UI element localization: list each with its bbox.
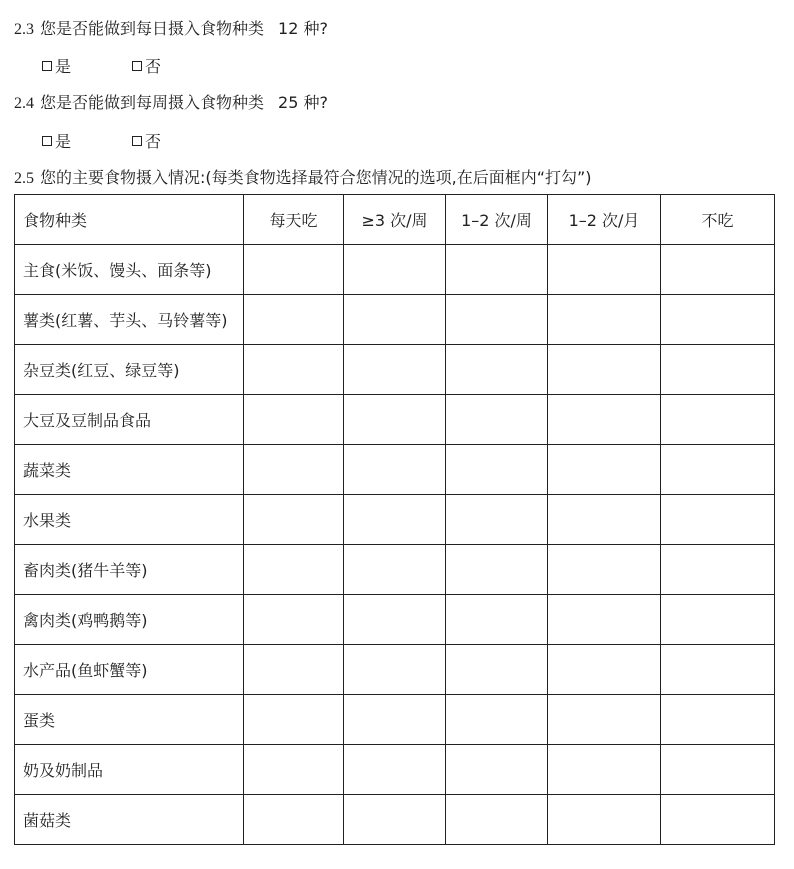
- frequency-check-cell[interactable]: [661, 695, 775, 745]
- frequency-check-cell[interactable]: [344, 795, 446, 845]
- food-type-label: 蔬菜类: [15, 445, 244, 495]
- frequency-check-cell[interactable]: [244, 695, 344, 745]
- food-type-label: 菌菇类: [15, 795, 244, 845]
- header-3-per-week: ≥3 次/周: [344, 195, 446, 245]
- frequency-check-cell[interactable]: [344, 595, 446, 645]
- food-type-label: 主食(米饭、馒头、面条等): [15, 245, 244, 295]
- frequency-check-cell[interactable]: [344, 645, 446, 695]
- frequency-check-cell[interactable]: [548, 445, 661, 495]
- frequency-check-cell[interactable]: [446, 695, 548, 745]
- frequency-check-cell[interactable]: [244, 345, 344, 395]
- frequency-check-cell[interactable]: [446, 395, 548, 445]
- food-type-label: 杂豆类(红豆、绿豆等): [15, 345, 244, 395]
- question-2-4: [14, 90, 328, 113]
- table-row: [15, 595, 775, 645]
- frequency-check-cell[interactable]: [446, 245, 548, 295]
- frequency-check-cell[interactable]: [446, 645, 548, 695]
- question-text: 您是否能做到每周摄入食物种类: [40, 93, 265, 112]
- frequency-check-cell[interactable]: [661, 395, 775, 445]
- frequency-check-cell[interactable]: [446, 595, 548, 645]
- frequency-check-cell[interactable]: [244, 295, 344, 345]
- frequency-check-cell[interactable]: [548, 495, 661, 545]
- option-yes[interactable]: [42, 54, 71, 77]
- frequency-check-cell[interactable]: [344, 545, 446, 595]
- food-intake-table: [14, 194, 775, 845]
- frequency-check-cell[interactable]: [548, 345, 661, 395]
- frequency-check-cell[interactable]: [661, 795, 775, 845]
- option-yes[interactable]: [42, 129, 71, 152]
- frequency-check-cell[interactable]: [661, 745, 775, 795]
- question-text: 您是否能做到每日摄入食物种类: [40, 19, 265, 38]
- frequency-check-cell[interactable]: [548, 395, 661, 445]
- frequency-check-cell[interactable]: [661, 645, 775, 695]
- frequency-check-cell[interactable]: [661, 545, 775, 595]
- header-daily: 每天吃: [244, 195, 344, 245]
- frequency-check-cell[interactable]: [344, 245, 446, 295]
- header-1-2-per-week: 1–2 次/周: [446, 195, 548, 245]
- table-row: [15, 295, 775, 345]
- frequency-check-cell[interactable]: [344, 695, 446, 745]
- option-no[interactable]: [132, 54, 161, 77]
- table-row: [15, 495, 775, 545]
- frequency-check-cell[interactable]: [548, 695, 661, 745]
- option-label: 否: [145, 57, 162, 76]
- checkbox[interactable]: [132, 136, 142, 146]
- checkbox[interactable]: [42, 136, 52, 146]
- frequency-check-cell[interactable]: [661, 295, 775, 345]
- header-food-type: 食物种类: [15, 195, 244, 245]
- question-target: 12 种?: [278, 19, 328, 38]
- frequency-check-cell[interactable]: [244, 545, 344, 595]
- question-text: 您的主要食物摄入情况:(每类食物选择最符合您情况的选项,在后面框内“打勾”): [40, 168, 592, 187]
- table-row: [15, 395, 775, 445]
- food-type-label: 禽肉类(鸡鸭鹅等): [15, 595, 244, 645]
- question-2-5: [14, 165, 592, 188]
- table-row: [15, 345, 775, 395]
- frequency-check-cell[interactable]: [548, 745, 661, 795]
- frequency-check-cell[interactable]: [548, 645, 661, 695]
- table-row: [15, 445, 775, 495]
- food-type-label: 畜肉类(猪牛羊等): [15, 545, 244, 595]
- option-label: 否: [145, 132, 162, 151]
- table-row: [15, 645, 775, 695]
- food-type-label: 大豆及豆制品食品: [15, 395, 244, 445]
- question-number: 2.5: [14, 170, 34, 187]
- checkbox[interactable]: [42, 61, 52, 71]
- option-no[interactable]: [132, 129, 161, 152]
- food-type-label: 水产品(鱼虾蟹等): [15, 645, 244, 695]
- frequency-check-cell[interactable]: [661, 595, 775, 645]
- question-number: 2.4: [14, 95, 34, 112]
- frequency-check-cell[interactable]: [446, 795, 548, 845]
- frequency-check-cell[interactable]: [244, 645, 344, 695]
- table-row: [15, 745, 775, 795]
- food-type-label: 奶及奶制品: [15, 745, 244, 795]
- question-2-3: [14, 16, 328, 39]
- frequency-check-cell[interactable]: [244, 245, 344, 295]
- frequency-check-cell[interactable]: [244, 795, 344, 845]
- frequency-check-cell[interactable]: [661, 345, 775, 395]
- table-row: [15, 545, 775, 595]
- table-row: [15, 245, 775, 295]
- food-type-label: 蛋类: [15, 695, 244, 745]
- frequency-check-cell[interactable]: [344, 745, 446, 795]
- table-row: [15, 695, 775, 745]
- frequency-check-cell[interactable]: [548, 795, 661, 845]
- frequency-check-cell[interactable]: [344, 395, 446, 445]
- frequency-check-cell[interactable]: [344, 445, 446, 495]
- frequency-check-cell[interactable]: [344, 495, 446, 545]
- option-label: 是: [55, 132, 72, 151]
- frequency-check-cell[interactable]: [548, 545, 661, 595]
- frequency-check-cell[interactable]: [244, 595, 344, 645]
- frequency-check-cell[interactable]: [548, 245, 661, 295]
- frequency-check-cell[interactable]: [661, 245, 775, 295]
- frequency-check-cell[interactable]: [446, 445, 548, 495]
- frequency-check-cell[interactable]: [661, 495, 775, 545]
- checkbox[interactable]: [132, 61, 142, 71]
- header-never: 不吃: [661, 195, 775, 245]
- food-type-label: 水果类: [15, 495, 244, 545]
- frequency-check-cell[interactable]: [446, 495, 548, 545]
- header-1-2-per-month: 1–2 次/月: [548, 195, 661, 245]
- frequency-check-cell[interactable]: [446, 295, 548, 345]
- food-type-label: 薯类(红薯、芋头、马铃薯等): [15, 295, 244, 345]
- frequency-check-cell[interactable]: [244, 395, 344, 445]
- frequency-check-cell[interactable]: [344, 345, 446, 395]
- frequency-check-cell[interactable]: [446, 545, 548, 595]
- frequency-check-cell[interactable]: [548, 295, 661, 345]
- table-row: [15, 795, 775, 845]
- frequency-check-cell[interactable]: [548, 595, 661, 645]
- question-number: 2.3: [14, 21, 34, 38]
- frequency-check-cell[interactable]: [244, 445, 344, 495]
- frequency-check-cell[interactable]: [661, 445, 775, 495]
- frequency-check-cell[interactable]: [244, 745, 344, 795]
- question-target: 25 种?: [278, 93, 328, 112]
- frequency-check-cell[interactable]: [344, 295, 446, 345]
- frequency-check-cell[interactable]: [446, 345, 548, 395]
- frequency-check-cell[interactable]: [446, 745, 548, 795]
- option-label: 是: [55, 57, 72, 76]
- table-header-row: [15, 195, 775, 245]
- frequency-check-cell[interactable]: [244, 495, 344, 545]
